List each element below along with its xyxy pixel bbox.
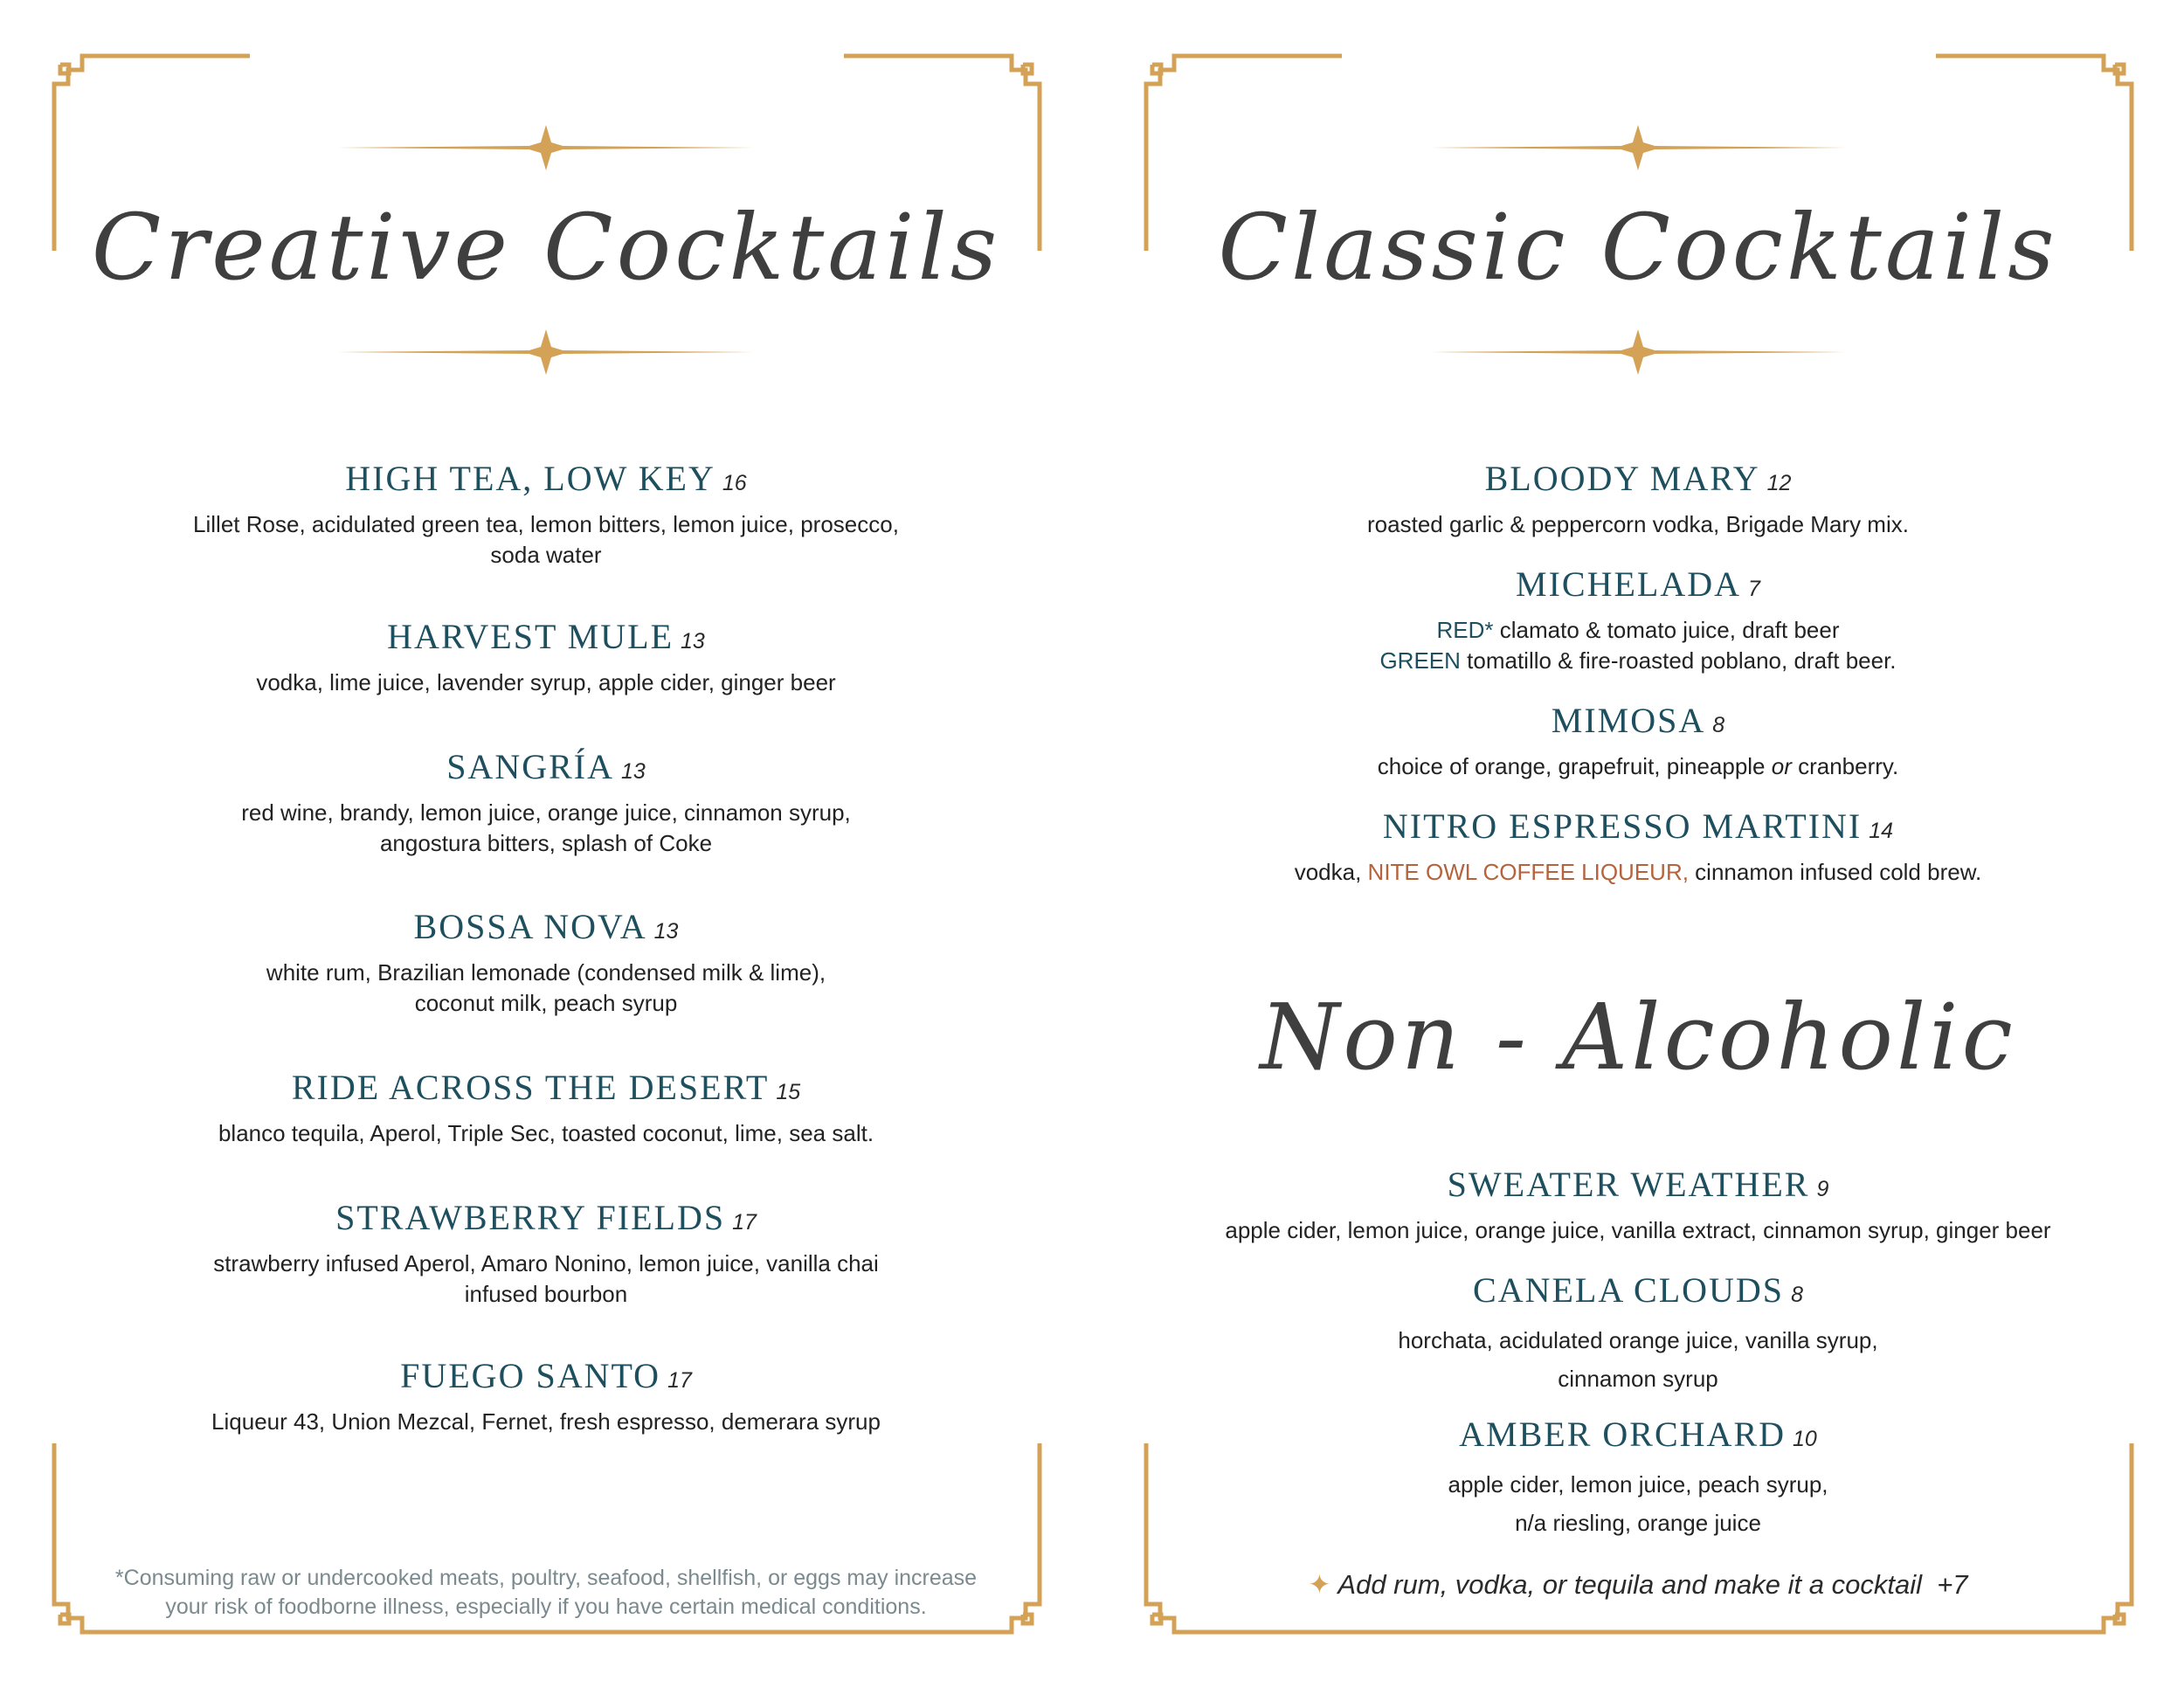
menu-item-price: 16 [722, 471, 747, 495]
menu-item-name [1092, 806, 2184, 852]
section-title-creative-cocktails: Creative Cocktails [91, 194, 1001, 301]
menu-item-description [183, 958, 909, 1019]
description-text: cranberry. [1791, 753, 1899, 779]
menu-item-title: CANELA CLOUDS [1473, 1270, 1785, 1310]
menu-item-name [1092, 564, 2184, 610]
menu-item [0, 1067, 1092, 1149]
cocktail-addon-note [1092, 1569, 2184, 1601]
menu-item-name [0, 1067, 1092, 1113]
sparkle-icon: ✦ [1308, 1569, 1331, 1600]
description-text: cinnamon infused cold brew. [1688, 859, 1982, 885]
menu-item [1092, 1414, 2184, 1542]
menu-item-name [0, 1355, 1092, 1401]
description-line: infused bourbon [464, 1281, 628, 1307]
menu-item [1092, 1269, 2184, 1398]
menu-item-description [183, 1249, 909, 1310]
menu-item-price: 8 [1791, 1283, 1803, 1307]
menu-item-title: AMBER ORCHARD [1459, 1415, 1787, 1454]
addon-text: Add rum, vodka, or tequila and make it a cocktail [1337, 1569, 1922, 1600]
description-line: cinnamon syrup [1558, 1366, 1718, 1392]
menu-item [0, 746, 1092, 859]
menu-item-price: 17 [667, 1368, 692, 1393]
menu-item-name [0, 616, 1092, 662]
menu-item-price: 14 [1869, 819, 1894, 843]
menu-item-description [1201, 1321, 2075, 1398]
menu-item-name [0, 906, 1092, 952]
menu-item-description [1201, 857, 2075, 888]
menu-item-title: SANGRÍA [446, 747, 614, 786]
menu-item-description [1201, 751, 2075, 782]
menu-item-name [0, 1197, 1092, 1243]
section-title-classic-cocktails: Classic Cocktails [1218, 194, 2058, 301]
description-line: soda water [490, 542, 602, 568]
menu-item-name [1092, 700, 2184, 746]
brand-highlight: NITE OWL COFFEE LIQUEUR, [1367, 859, 1689, 885]
menu-item-title: MICHELADA [1516, 564, 1742, 604]
menu-item-name [1092, 458, 2184, 504]
menu-item-title: HIGH TEA, LOW KEY [345, 459, 715, 498]
menu-item [1092, 458, 2184, 540]
description-line: apple cider, lemon juice, orange juice, vanilla extract, cinnamon syrup, ginger beer [1225, 1217, 2051, 1243]
menu-item-title: BLOODY MARY [1484, 459, 1760, 498]
description-line: blanco tequila, Aperol, Triple Sec, toasted coconut, lime, sea salt. [218, 1120, 874, 1146]
description-line: apple cider, lemon juice, peach syrup, [1448, 1471, 1828, 1498]
menu-item [0, 1355, 1092, 1437]
menu-item-title: BOSSA NOVA [413, 907, 647, 946]
menu-item [1092, 806, 2184, 888]
description-line: red wine, brandy, lemon juice, orange juice, cinnamon syrup, [241, 799, 851, 826]
food-safety-disclaimer [0, 1564, 1092, 1622]
description-line: Lillet Rose, acidulated green tea, lemon bitters, lemon juice, prosecco, [193, 511, 899, 537]
menu-item-price: 15 [776, 1080, 801, 1104]
disclaimer-line: your risk of foodborne illness, especially if you have certain medical conditions. [165, 1595, 927, 1619]
menu-item-description [183, 1407, 909, 1437]
description-line: Liqueur 43, Union Mezcal, Fernet, fresh espresso, demerara syrup [211, 1408, 881, 1435]
menu-item-price: 17 [732, 1210, 757, 1235]
section-title-non-alcoholic: Non - Alcoholic [1260, 984, 2016, 1090]
menu-item-title: RIDE ACROSS THE DESERT [291, 1068, 770, 1107]
menu-item-title: SWEATER WEATHER [1447, 1165, 1810, 1204]
menu-item [1092, 1164, 2184, 1246]
menu-item-price: 13 [653, 919, 679, 944]
variant-label-green: GREEN [1379, 647, 1461, 674]
description-line: angostura bitters, splash of Coke [379, 830, 713, 856]
description-line: coconut milk, peach syrup [414, 990, 678, 1016]
menu-item-price: 8 [1712, 713, 1725, 737]
menu-item-description [1201, 509, 2075, 540]
description-line: roasted garlic & peppercorn vodka, Brigade Mary mix. [1367, 511, 1909, 537]
menu-item-description [1158, 1215, 2118, 1246]
description-line: tomatillo & fire-roasted poblano, draft beer. [1460, 647, 1897, 674]
menu-item-name [0, 746, 1092, 792]
description-text: vodka, [1294, 859, 1368, 885]
menu-item-title: HARVEST MULE [387, 617, 674, 656]
menu-item [0, 1197, 1092, 1310]
menu-item-description [183, 1118, 909, 1149]
menu-item-description [183, 668, 909, 698]
menu-item-price: 10 [1793, 1427, 1817, 1451]
menu-item-title: NITRO ESPRESSO MARTINI [1382, 806, 1863, 846]
menu-item-description [1201, 1465, 2075, 1542]
menu-item-price: 9 [1816, 1177, 1829, 1201]
menu-item-name [1092, 1269, 2184, 1316]
classic-cocktails-panel [1092, 0, 2184, 1688]
menu-item [1092, 700, 2184, 782]
menu-item-price: 13 [620, 759, 646, 784]
menu-item-description [1201, 615, 2075, 676]
description-emphasis: or [1771, 753, 1792, 779]
addon-price: +7 [1937, 1569, 1968, 1600]
description-line: white rum, Brazilian lemonade (condensed milk & lime), [266, 959, 826, 986]
description-line: clamato & tomato juice, draft beer [1493, 617, 1840, 643]
description-line: vodka, lime juice, lavender syrup, apple cider, ginger beer [256, 669, 836, 695]
menu-item [1092, 564, 2184, 676]
variant-label-red: RED* [1436, 617, 1494, 643]
menu-item [0, 906, 1092, 1019]
description-line: strawberry infused Aperol, Amaro Nonino, lemon juice, vanilla chai [213, 1250, 879, 1276]
description-line: horchata, acidulated orange juice, vanilla syrup, [1398, 1327, 1878, 1353]
menu-item-description [183, 798, 909, 859]
disclaimer-line: *Consuming raw or undercooked meats, poultry, seafood, shellfish, or eggs may increase [114, 1566, 978, 1590]
menu-item-price: 13 [681, 629, 705, 654]
menu-item-name [1092, 1414, 2184, 1460]
menu-item-description [183, 509, 909, 571]
menu-item [0, 458, 1092, 571]
menu-item-price: 7 [1748, 577, 1760, 601]
menu-item-name [1092, 1164, 2184, 1210]
menu-item-title: STRAWBERRY FIELDS [335, 1198, 726, 1237]
menu-item [0, 616, 1092, 698]
menu-item-title: FUEGO SANTO [400, 1356, 661, 1395]
description-text: choice of orange, grapefruit, pineapple [1377, 753, 1772, 779]
description-line: n/a riesling, orange juice [1515, 1510, 1761, 1536]
menu-item-title: MIMOSA [1551, 701, 1706, 740]
menu-item-name [0, 458, 1092, 504]
menu-item-price: 12 [1766, 471, 1792, 495]
